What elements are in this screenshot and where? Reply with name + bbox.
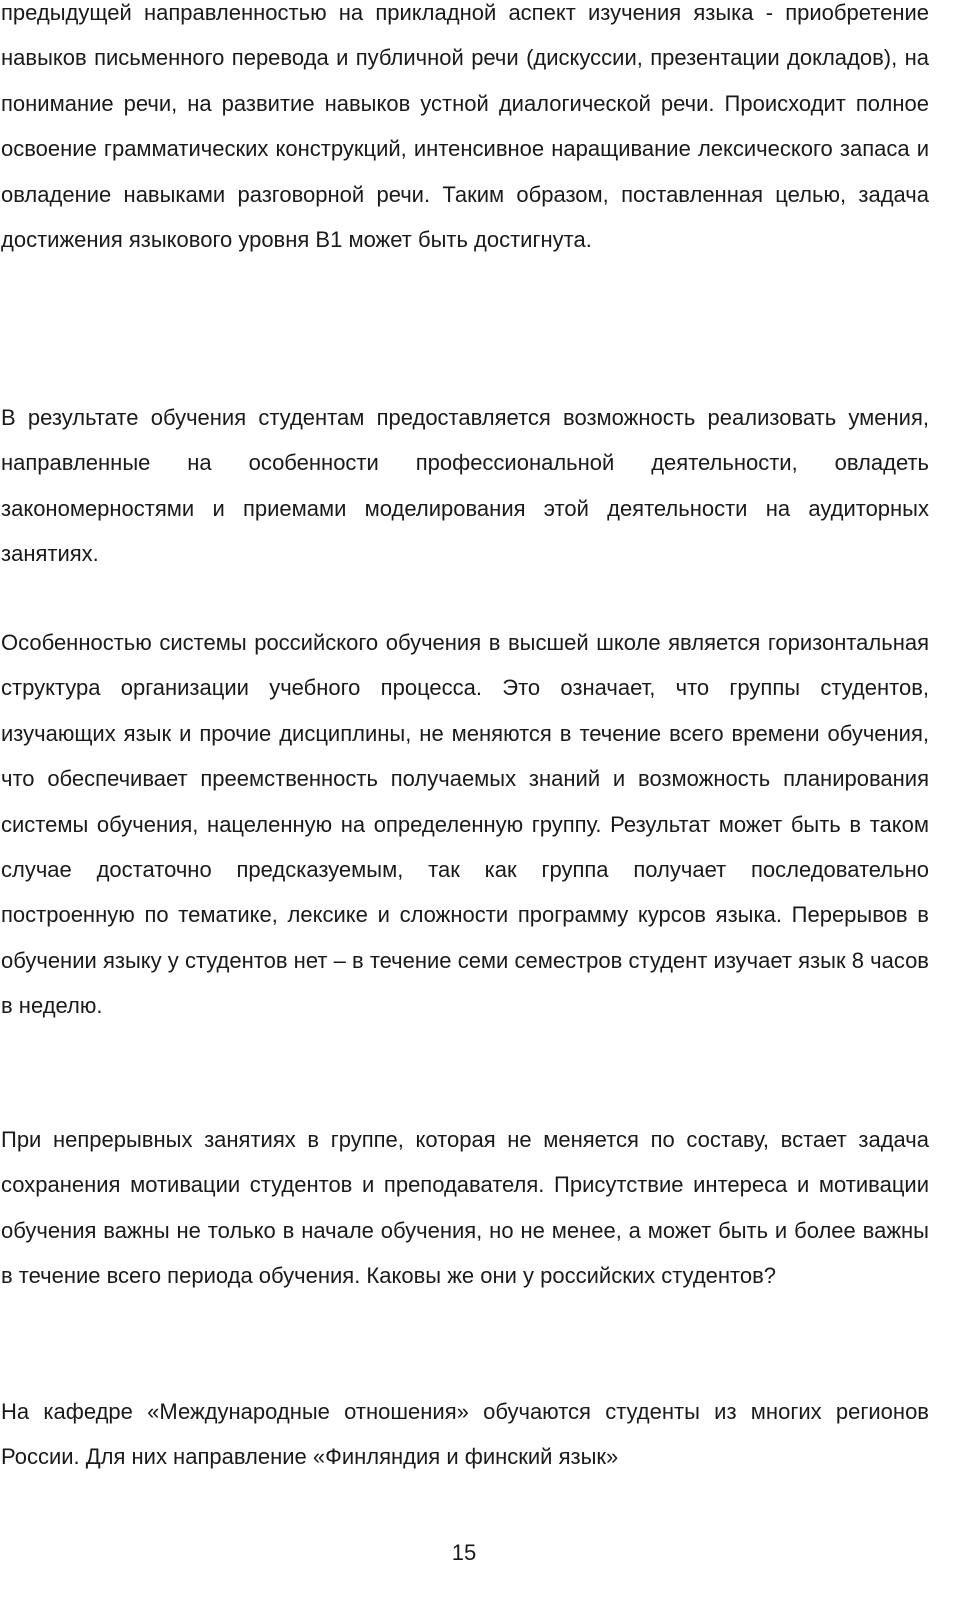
- paragraph-4: При непрерывных занятиях в группе, которая не меняется по составу, встает задача сохранения мотивации студентов и преподавателя. Присутствие интереса и мотивации обучения важны не только в начале обучения, но не менее, а может быть и более важны в течение всего периода обучения. Каковы же они у российских студентов?: [1, 1127, 929, 1289]
- page-number: 15: [451, 1540, 477, 1565]
- paragraph-3: Особенностью системы российского обучения в высшей школе является горизонтальная структура организации учебного процесса. Это означает, что группы студентов, изучающих язык и прочие дисциплины, не меняются в течение всего времени обучения, что обеспечивает преемственность получаемых знаний и возможность планирования системы обучения, нацеленную на определенную группу. Результат может быть в таком случае достаточно предсказуемым, так как группа получает последовательно построенную по тематике, лексике и сложности программу курсов языка. Перерывов в обучении языку у студентов нет – в течение семи семестров студент изучает язык 8 часов в неделю.: [1, 630, 929, 1019]
- paragraph-1: предыдущей направленностью на прикладной аспект изучения языка - приобретение навыков письменного перевода и публичной речи (дискуссии, презентации докладов), на понимание речи, на развитие навыков устной диалогической речи. Происходит полное освоение грамматических конструкций, интенсивное наращивание лексического запаса и овладение навыками разговорной речи. Таким образом, поставленная целью, задача достижения языкового уровня В1 может быть достигнута.: [1, 0, 929, 253]
- paragraph-5: На кафедре «Международные отношения» обучаются студенты из многих регионов России. Для них направление «Финляндия и финский язык»: [1, 1399, 929, 1470]
- paragraph-2: В результате обучения студентам предоставляется возможность реализовать умения, направленные на особенности профессиональной деятельности, овладеть закономерностями и приемами моделирования этой деятельности на аудиторных занятиях.: [1, 405, 929, 567]
